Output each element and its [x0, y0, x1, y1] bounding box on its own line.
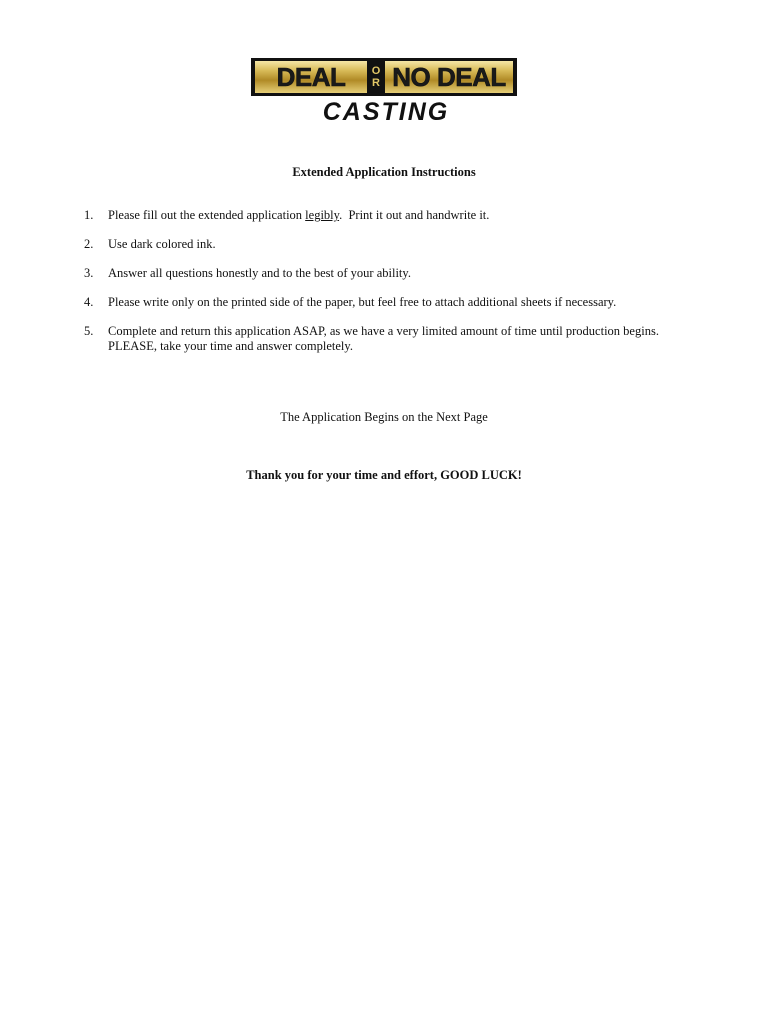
- instruction-item-5: [84, 324, 684, 354]
- logo-or-letter-r: R: [372, 77, 380, 89]
- instruction-item-1: [84, 208, 684, 223]
- instruction-text: Use dark colored ink.: [108, 237, 216, 251]
- instruction-text-line-1: Complete and return this application ASAP, as we have a very limited amount of time until production begins.: [108, 324, 659, 338]
- instruction-text-line-2: PLEASE, take your time and answer completely.: [108, 339, 353, 353]
- instruction-text: Answer all questions honestly and to the best of your ability.: [108, 266, 411, 280]
- casting-title: CASTING: [322, 98, 450, 126]
- instruction-text: Please write only on the printed side of the paper, but feel free to attach additional sheets if necessary.: [108, 295, 617, 309]
- instruction-number: 5.: [84, 324, 94, 338]
- instruction-number: 3.: [84, 266, 94, 280]
- instruction-number: 2.: [84, 237, 94, 251]
- deal-or-no-deal-logo: [251, 58, 517, 96]
- logo-or-mark: [368, 61, 384, 93]
- logo-or-letter-o: O: [371, 65, 381, 77]
- instruction-text-continued: . Print it out and handwrite it.: [339, 208, 490, 222]
- instructions-list: [84, 208, 684, 368]
- logo-word-deal: DEAL: [255, 61, 367, 93]
- instruction-number: 1.: [84, 208, 94, 222]
- closing-message: Thank you for your time and effort, GOOD LUCK!: [246, 468, 522, 482]
- instruction-item-4: [84, 295, 684, 310]
- instruction-item-3: [84, 266, 684, 281]
- instruction-text: Please fill out the extended application: [108, 208, 306, 222]
- instruction-number: 4.: [84, 295, 94, 309]
- instruction-item-2: [84, 237, 684, 252]
- document-heading: Extended Application Instructions: [292, 165, 476, 179]
- logo-word-no-deal: NO DEAL: [385, 61, 513, 93]
- next-page-note: The Application Begins on the Next Page: [280, 410, 488, 424]
- instruction-underlined-word: legibly: [305, 208, 340, 222]
